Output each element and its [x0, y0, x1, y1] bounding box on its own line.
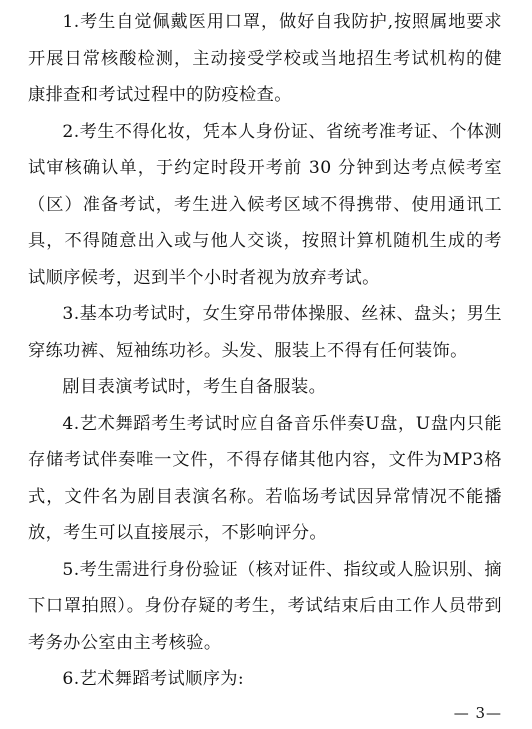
- document-body: [28, 4, 502, 698]
- paragraph-item-1: 1.考生自觉佩戴医用口罩，做好自我防护,按照属地要求开展日常核酸检测，主动接受学校或当地招生考试机构的健康排查和考试过程中的防疫检查。: [28, 12, 502, 105]
- paragraph-item-5: 5.考生需进行身份验证（核对证件、指纹或人脸识别、摘下口罩拍照）。身份存疑的考生，考试结束后由工作人员带到考务办公室由主考核验。: [28, 559, 502, 653]
- paragraph-item-4: 4.艺术舞蹈考生考试时应自备音乐伴奏U盘，U盘内只能存储考试伴奏唯一文件，不得存储其他内容，文件为MP3格式，文件名为剧目表演名称。若临场考试因异常情况不能播放，考生可以直接展示，不影响评分。: [28, 413, 502, 543]
- paragraph-item-6: 6.艺术舞蹈考试顺序为:: [62, 669, 245, 689]
- page-number: — 3—: [453, 704, 502, 722]
- paragraph-costume-note: 剧目表演考试时，考生自备服装。: [62, 377, 327, 397]
- paragraph-item-3: 3.基本功考试时，女生穿吊带体操服、丝袜、盘头；男生穿练功裤、短袖练功衫。头发、服装上不得有任何装饰。: [28, 304, 502, 361]
- paragraph-item-2: 2.考生不得化妆，凭本人身份证、省统考准考证、个体测试审核确认单，于约定时段开考前 30 分钟到达考点候考室（区）准备考试，考生进入候考区域不得携带、使用通讯工具，不得随意出入或与他人交谈，按照计算机随机生成的考试顺序候考，迟到半个小时者视为放弃考试。: [28, 121, 502, 288]
